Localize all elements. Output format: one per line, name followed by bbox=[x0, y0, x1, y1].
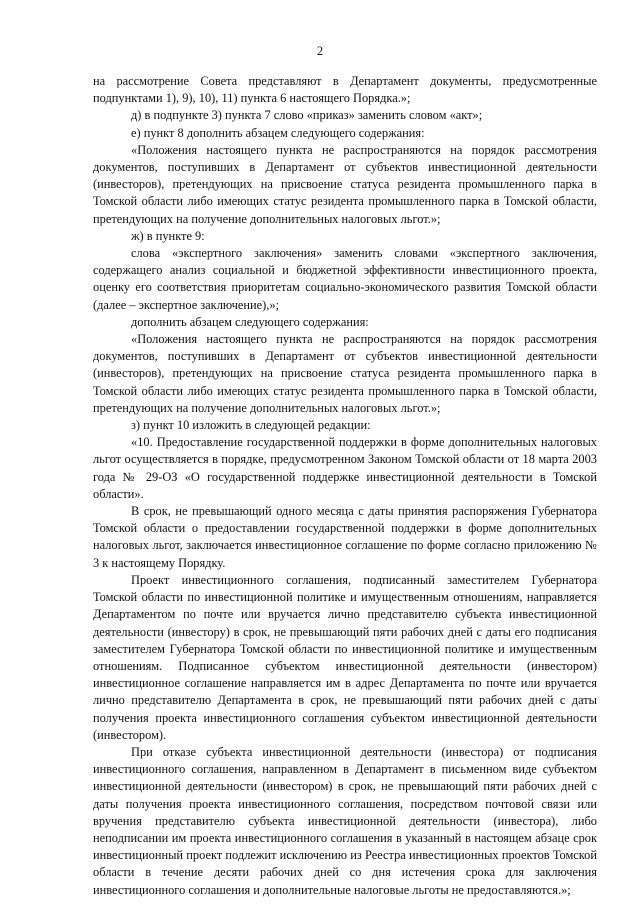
paragraph-point-10: «10. Предоставление государственной поддержки в форме дополнительных налоговых льгот осуществляется в порядке, предусмотренном Законом Томской области от 18 марта 2003 года № 29-ОЗ «О государственной поддержке инвестиционной деятельности в Томской области». bbox=[93, 435, 597, 501]
paragraph-item-d: д) в подпункте 3) пункта 7 слово «приказ» заменить словом «акт»; bbox=[131, 108, 483, 123]
paragraph-add-para: дополнить абзацем следующего содержания: bbox=[131, 314, 369, 329]
paragraph-draft-agreement: Проект инвестиционного соглашения, подписанный заместителем Губернатора Томской области по инвестиционной политике и имущественным отношениям, направляется Департаментом по почте или вручается лично представителю субъекта инвестиционной деятельности (инвестору) в срок, не превышающий пяти рабочих дней с даты его подписания заместителем Губернатора Томской области по инвестиционной политике и имущественным отношениям. Подписанное субъектом инвестиционной деятельности (инвестором) инвестиционное соглашение направляется им в адрес Департамента по почте или вручается лично представителю Департамента в срок, не превышающий пяти рабочих дней с даты получения проекта инвестиционного соглашения субъектом инвестиционной деятельности (инвестором). bbox=[93, 572, 597, 742]
paragraph-item-e: е) пункт 8 дополнить абзацем следующего содержания: bbox=[131, 125, 425, 140]
paragraph-item-z: з) пункт 10 изложить в следующей редакции: bbox=[131, 418, 371, 433]
paragraph-deadline: В срок, не превышающий одного месяца с даты принятия распоряжения Губернатора Томской области о предоставлении государственной поддержки в форме дополнительных налоговых льгот, заключается инвестиционное соглашение по форме согласно приложению № 3 к настоящему Порядку. bbox=[93, 504, 597, 570]
paragraph-replace-words: слова «экспертного заключения» заменить словами «экспертного заключения, содержащего анализ социальной и бюджетной эффективности инвестиционного проекта, оценку его соответствия приоритетам социально-экономического развития Томской области (далее – экспертное заключение),»; bbox=[93, 246, 597, 312]
paragraph-quote-2: «Положения настоящего пункта не распространяются на порядок рассмотрения документов, поступивших в Департамент от субъектов инвестиционной деятельности (инвесторов), претендующих на присвоение статуса резидента промышленного парка в Томской области либо имеющих статус резидента промышленного парка в Томской области, претендующих на получение дополнительных налоговых льгот.»; bbox=[93, 332, 597, 415]
paragraph-refusal: При отказе субъекта инвестиционной деятельности (инвестора) от подписания инвестиционного соглашения, направленном в Департамент в письменном виде субъектом инвестиционной деятельности (инвестором) в срок, не превышающий пяти рабочих дней с даты получения проекта инвестиционного соглашения, посредством почтовой связи или вручения представителю субъекта инвестиционной деятельности (инвестора), либо неподписании им проекта инвестиционного соглашения в указанный в настоящем абзаце срок инвестиционный проект подлежит исключению из Реестра инвестиционных проектов Томской области в течение десяти рабочих дней со дня истечения срока для заключения инвестиционного соглашения и дополнительные налоговые льготы не предоставляются.»; bbox=[93, 744, 597, 897]
paragraph-quote-1: «Положения настоящего пункта не распространяются на порядок рассмотрения документов, поступивших в Департамент от субъектов инвестиционной деятельности (инвесторов), претендующих на присвоение статуса резидента промышленного парка в Томской области либо имеющих статус резидента промышленного парка в Томской области, претендующих на получение дополнительных налоговых льгот.»; bbox=[93, 142, 597, 226]
document-body bbox=[93, 73, 597, 899]
paragraph-item-zh: ж) в пункте 9: bbox=[131, 228, 205, 243]
page-number: 2 bbox=[316, 44, 324, 58]
paragraph-continuation: на рассмотрение Совета представляют в Департамент документы, предусмотренные подпунктами 1), 9), 10), 11) пункта 6 настоящего Порядка.»; bbox=[93, 74, 597, 106]
